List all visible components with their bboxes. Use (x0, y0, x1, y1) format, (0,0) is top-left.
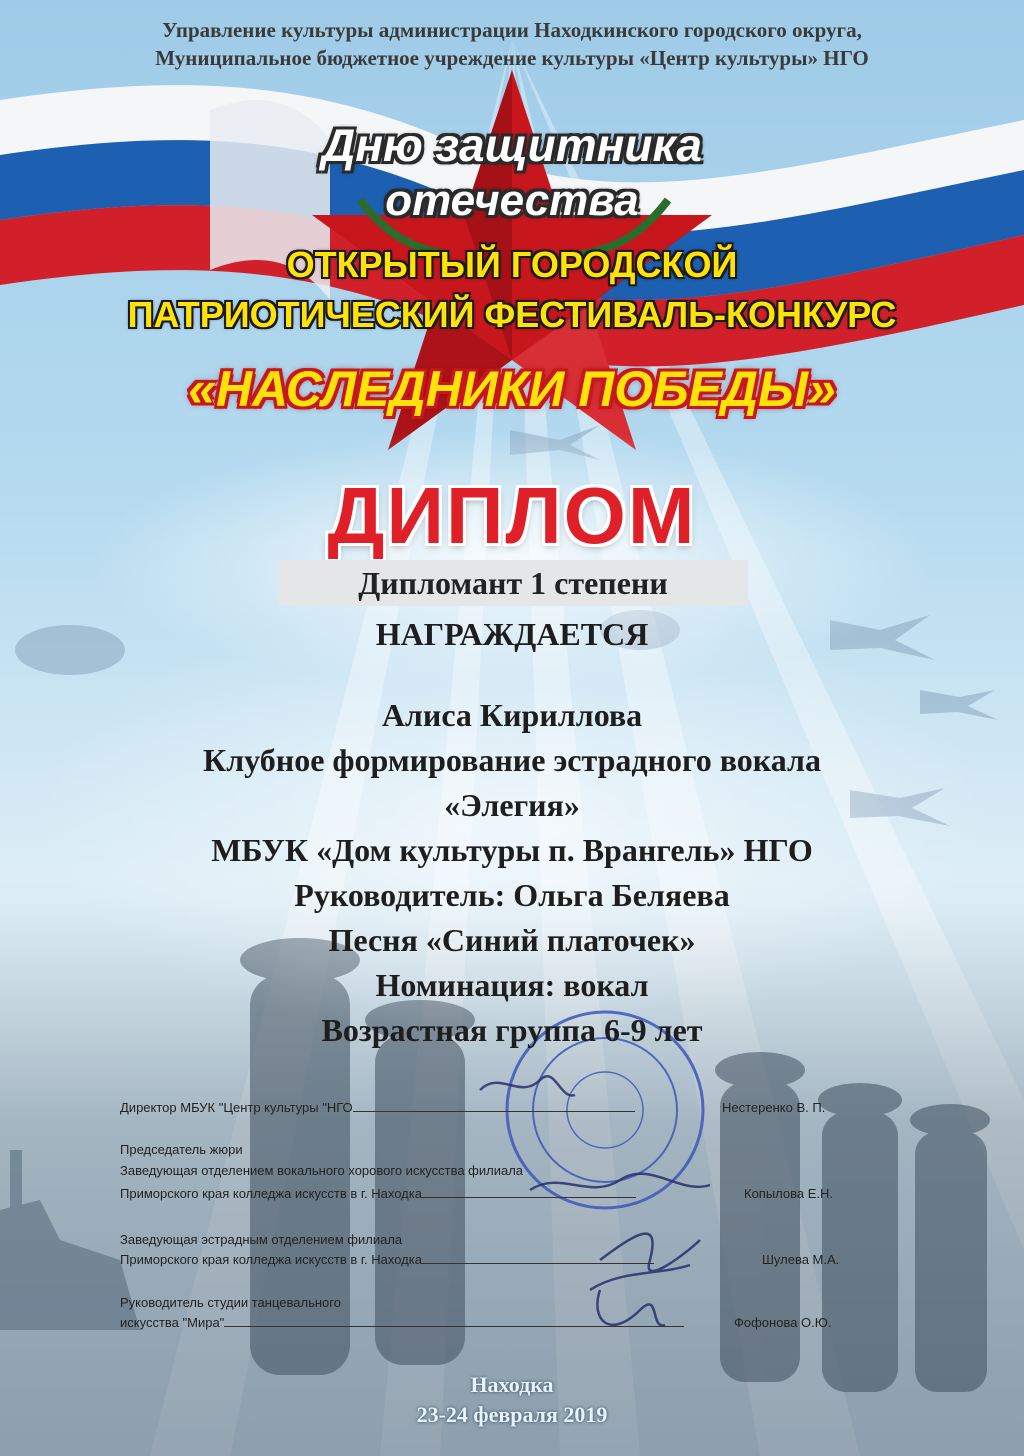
recipient-club: Клубное формирование эстрадного вокала (203, 742, 821, 778)
recipient-institution: МБУК «Дом культуры п. Врангель» НГО (211, 832, 813, 868)
dance-name: Фофонова О.Ю. (734, 1315, 832, 1330)
recipient-name: Алиса Кириллова (381, 697, 643, 733)
holiday-title-line-2: отечества (385, 176, 639, 225)
holiday-title-line-1: Дню защитника (322, 119, 702, 171)
event-date: 23-24 февраля 2019 (416, 1402, 608, 1427)
director-signature-line (120, 1100, 635, 1115)
estrada-title-1: Заведующая эстрадным отделением филиала (120, 1232, 403, 1247)
recipient-age-group: Возрастная группа 6-9 лет (321, 1012, 703, 1048)
jury-title-1: Председатель жюри (120, 1142, 243, 1157)
jury-title-2: Заведующая отделением вокального хорового искусства филиала (120, 1163, 524, 1178)
festival-subtitle-line-2: ПАТРИОТИЧЕСКИЙ ФЕСТИВАЛЬ-КОНКУРС (127, 294, 897, 335)
diploma-degree: Дипломант 1 степени (278, 560, 748, 606)
recipient-supervisor: Руководитель: Ольга Беляева (294, 877, 730, 913)
awarded-label: НАГРАЖДАЕТСЯ (375, 616, 649, 652)
dance-title-1: Руководитель студии танцевального (120, 1295, 341, 1310)
recipient-details (0, 694, 1024, 1054)
organizer-line-1: Управление культуры администрации Находкинского городского округа, (162, 18, 862, 42)
dance-title-2: искусства "Мира" (120, 1315, 225, 1330)
city: Находка (470, 1372, 554, 1397)
festival-subtitle-line-1: ОТКРЫТЫЙ ГОРОДСКОЙ (286, 244, 738, 285)
jury-name: Копылова Е.Н. (744, 1186, 834, 1201)
recipient-song: Песня «Синий платочек» (328, 922, 696, 958)
estrada-name: Шулева М.А. (762, 1252, 840, 1267)
diploma-title: ДИПЛОМ (327, 471, 697, 560)
estrada-signature-line (120, 1252, 654, 1267)
festival-name: «НАСЛЕДНИКИ ПОБЕДЫ» (188, 361, 836, 417)
jury-title-3: Приморского края колледжа искусств в г. Находка (120, 1186, 422, 1201)
jury-signature-line (120, 1186, 636, 1201)
dance-signature-line (120, 1315, 684, 1330)
director-name: Нестеренко В. П. (722, 1100, 826, 1115)
director-title: Директор МБУК "Центр культуры "НГО (120, 1100, 353, 1115)
recipient-nomination: Номинация: вокал (375, 967, 649, 1003)
recipient-club-name: «Элегия» (444, 787, 580, 823)
organizer-line-2: Муниципальное бюджетное учреждение культуры «Центр культуры» НГО (155, 46, 869, 70)
estrada-title-2: Приморского края колледжа искусств в г. Находка (120, 1252, 422, 1267)
